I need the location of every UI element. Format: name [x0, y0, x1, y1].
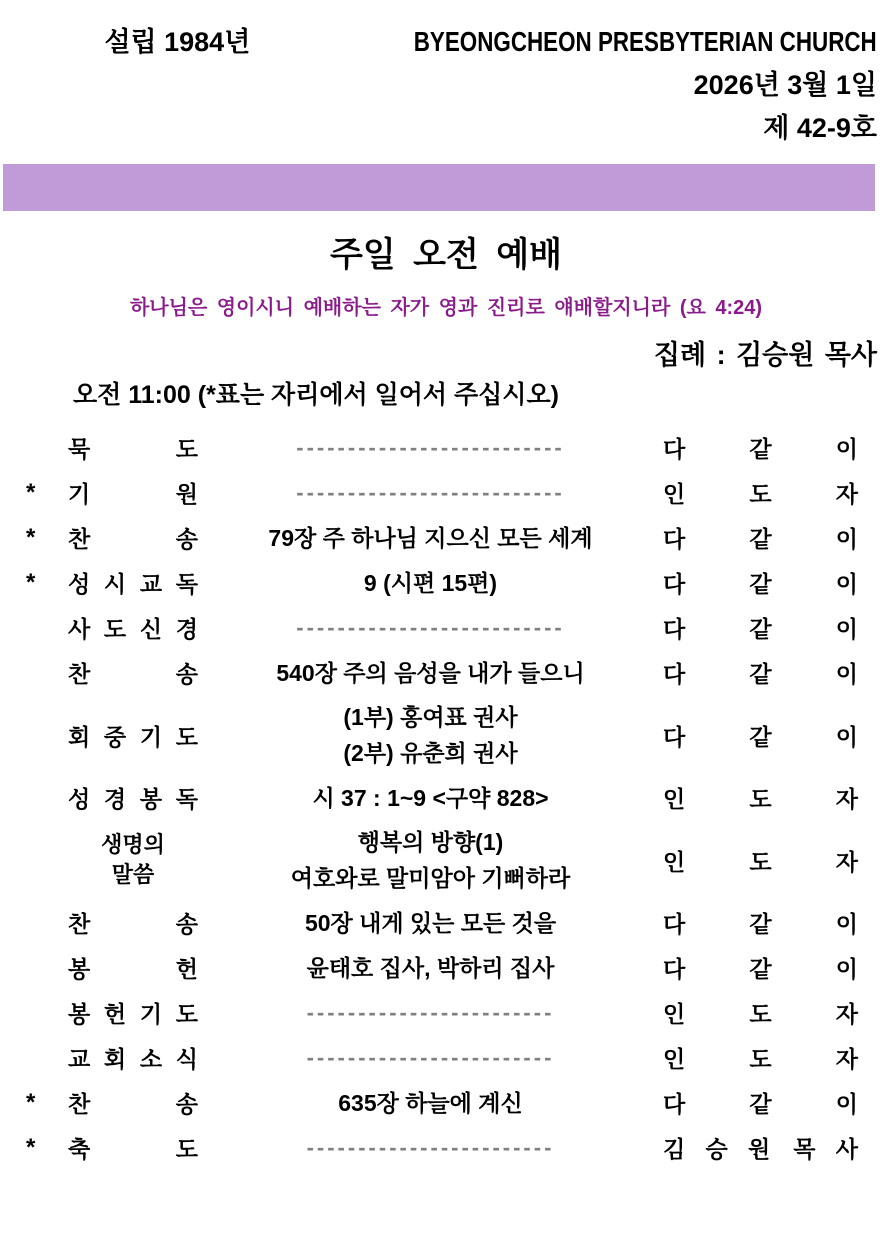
- order-item-content: 9 (시편 15편): [363, 569, 498, 596]
- officiant-line: 집례 : 김승원 목사: [653, 340, 877, 370]
- star-marker: *: [26, 1133, 36, 1161]
- order-item-performer: 인 도 자: [663, 1001, 858, 1027]
- order-item-performer: 다 같 이: [663, 436, 858, 462]
- order-item-performer: 인 도 자: [663, 786, 858, 812]
- order-row: [0, 605, 858, 650]
- church-name: BYEONGCHEON PRESBYTERIAN CHURCH: [414, 26, 877, 57]
- star-marker: *: [26, 1088, 36, 1116]
- order-item-performer: 다 같 이: [663, 1091, 858, 1117]
- order-item-performer: 인 도 자: [663, 481, 858, 507]
- order-row: [0, 650, 858, 695]
- order-item-label: 사 도 신 경: [68, 616, 198, 642]
- order-item-label: 찬 송: [68, 911, 198, 937]
- order-item-content: 79장 주 하나님 지으신 모든 세계: [268, 524, 593, 551]
- order-item-content: 윤태호 집사, 박하리 집사: [306, 954, 555, 981]
- order-item-content: ------------------------: [306, 1044, 555, 1070]
- order-item-performer: 다 같 이: [663, 911, 858, 937]
- order-row: [0, 1125, 858, 1170]
- order-item-performer: 인 도 자: [663, 1046, 858, 1072]
- order-item-label: 찬 송: [68, 1091, 198, 1117]
- order-item-content: 행복의 방향(1) 여호와로 말미암아 기뻐하라: [290, 829, 571, 891]
- order-item-label: 봉 헌 기 도: [68, 1001, 198, 1027]
- order-row: [0, 560, 858, 605]
- service-title: 주일 오전 예배: [330, 236, 562, 274]
- order-item-content: 시 37 : 1~9 <구약 828>: [312, 784, 549, 811]
- order-item-content: --------------------------: [296, 614, 565, 640]
- worship-order: [0, 425, 892, 1170]
- order-item-performer: 다 같 이: [663, 956, 858, 982]
- founded-year: 설립 1984년: [104, 27, 251, 57]
- order-item-content: (1부) 홍여표 권사 (2부) 유춘희 권사: [343, 704, 518, 766]
- header-line-1: [0, 20, 877, 64]
- order-item-performer: 인 도 자: [663, 848, 858, 875]
- order-item-performer: 다 같 이: [663, 723, 858, 750]
- time-note: 오전 11:00 (*표는 자리에서 일어서 주십시오): [73, 381, 559, 409]
- order-item-label: 성 경 봉 독: [68, 786, 198, 812]
- order-row: [0, 1080, 858, 1125]
- order-row: [0, 775, 858, 820]
- order-item-label: 찬 송: [68, 526, 198, 552]
- purple-band: [3, 164, 875, 211]
- order-item-label: 성 시 교 독: [68, 571, 198, 597]
- order-row: [0, 945, 858, 990]
- order-item-content: ------------------------: [306, 1134, 555, 1160]
- order-row: [0, 1035, 858, 1080]
- header: [0, 0, 892, 150]
- star-marker: *: [26, 478, 36, 506]
- order-item-label: 생명의 말씀: [101, 832, 165, 887]
- order-item-label: 교 회 소 식: [68, 1046, 198, 1072]
- issue-date: 2026년 3월 1일: [693, 70, 877, 100]
- order-item-label: 봉 헌: [68, 956, 198, 982]
- order-item-content: 50장 내게 있는 모든 것을: [304, 909, 557, 936]
- order-item-label: 회 중 기 도: [68, 723, 198, 750]
- order-item-label: 찬 송: [68, 661, 198, 687]
- star-marker: *: [26, 523, 36, 551]
- order-item-content: 635장 하늘에 계신: [338, 1089, 523, 1116]
- order-item-performer: 다 같 이: [663, 571, 858, 597]
- order-row: [0, 900, 858, 945]
- order-row: [0, 515, 858, 560]
- order-item-performer: 다 같 이: [663, 616, 858, 642]
- issue-number: 제 42-9호: [763, 113, 877, 143]
- order-item-content: ------------------------: [306, 999, 555, 1025]
- order-item-performer: 다 같 이: [663, 526, 858, 552]
- order-row: [0, 425, 858, 470]
- order-item-label: 묵 도: [68, 436, 198, 462]
- order-row: [0, 470, 858, 515]
- order-item-performer: 김 승 원 목 사: [663, 1136, 858, 1162]
- order-item-label: 기 원: [68, 481, 198, 507]
- order-item-performer: 다 같 이: [663, 661, 858, 687]
- order-row: [0, 695, 858, 775]
- order-item-label: 축 도: [68, 1136, 198, 1162]
- order-row: [0, 990, 858, 1035]
- star-marker: *: [26, 568, 36, 596]
- order-item-content: 540장 주의 음성을 내가 들으니: [276, 659, 585, 686]
- order-item-content: --------------------------: [296, 479, 565, 505]
- order-row: [0, 820, 858, 900]
- scripture-verse: 하나님은 영이시니 예배하는 자가 영과 진리로 얘배할지니라 (요 4:24): [129, 297, 763, 319]
- order-item-content: --------------------------: [296, 434, 565, 460]
